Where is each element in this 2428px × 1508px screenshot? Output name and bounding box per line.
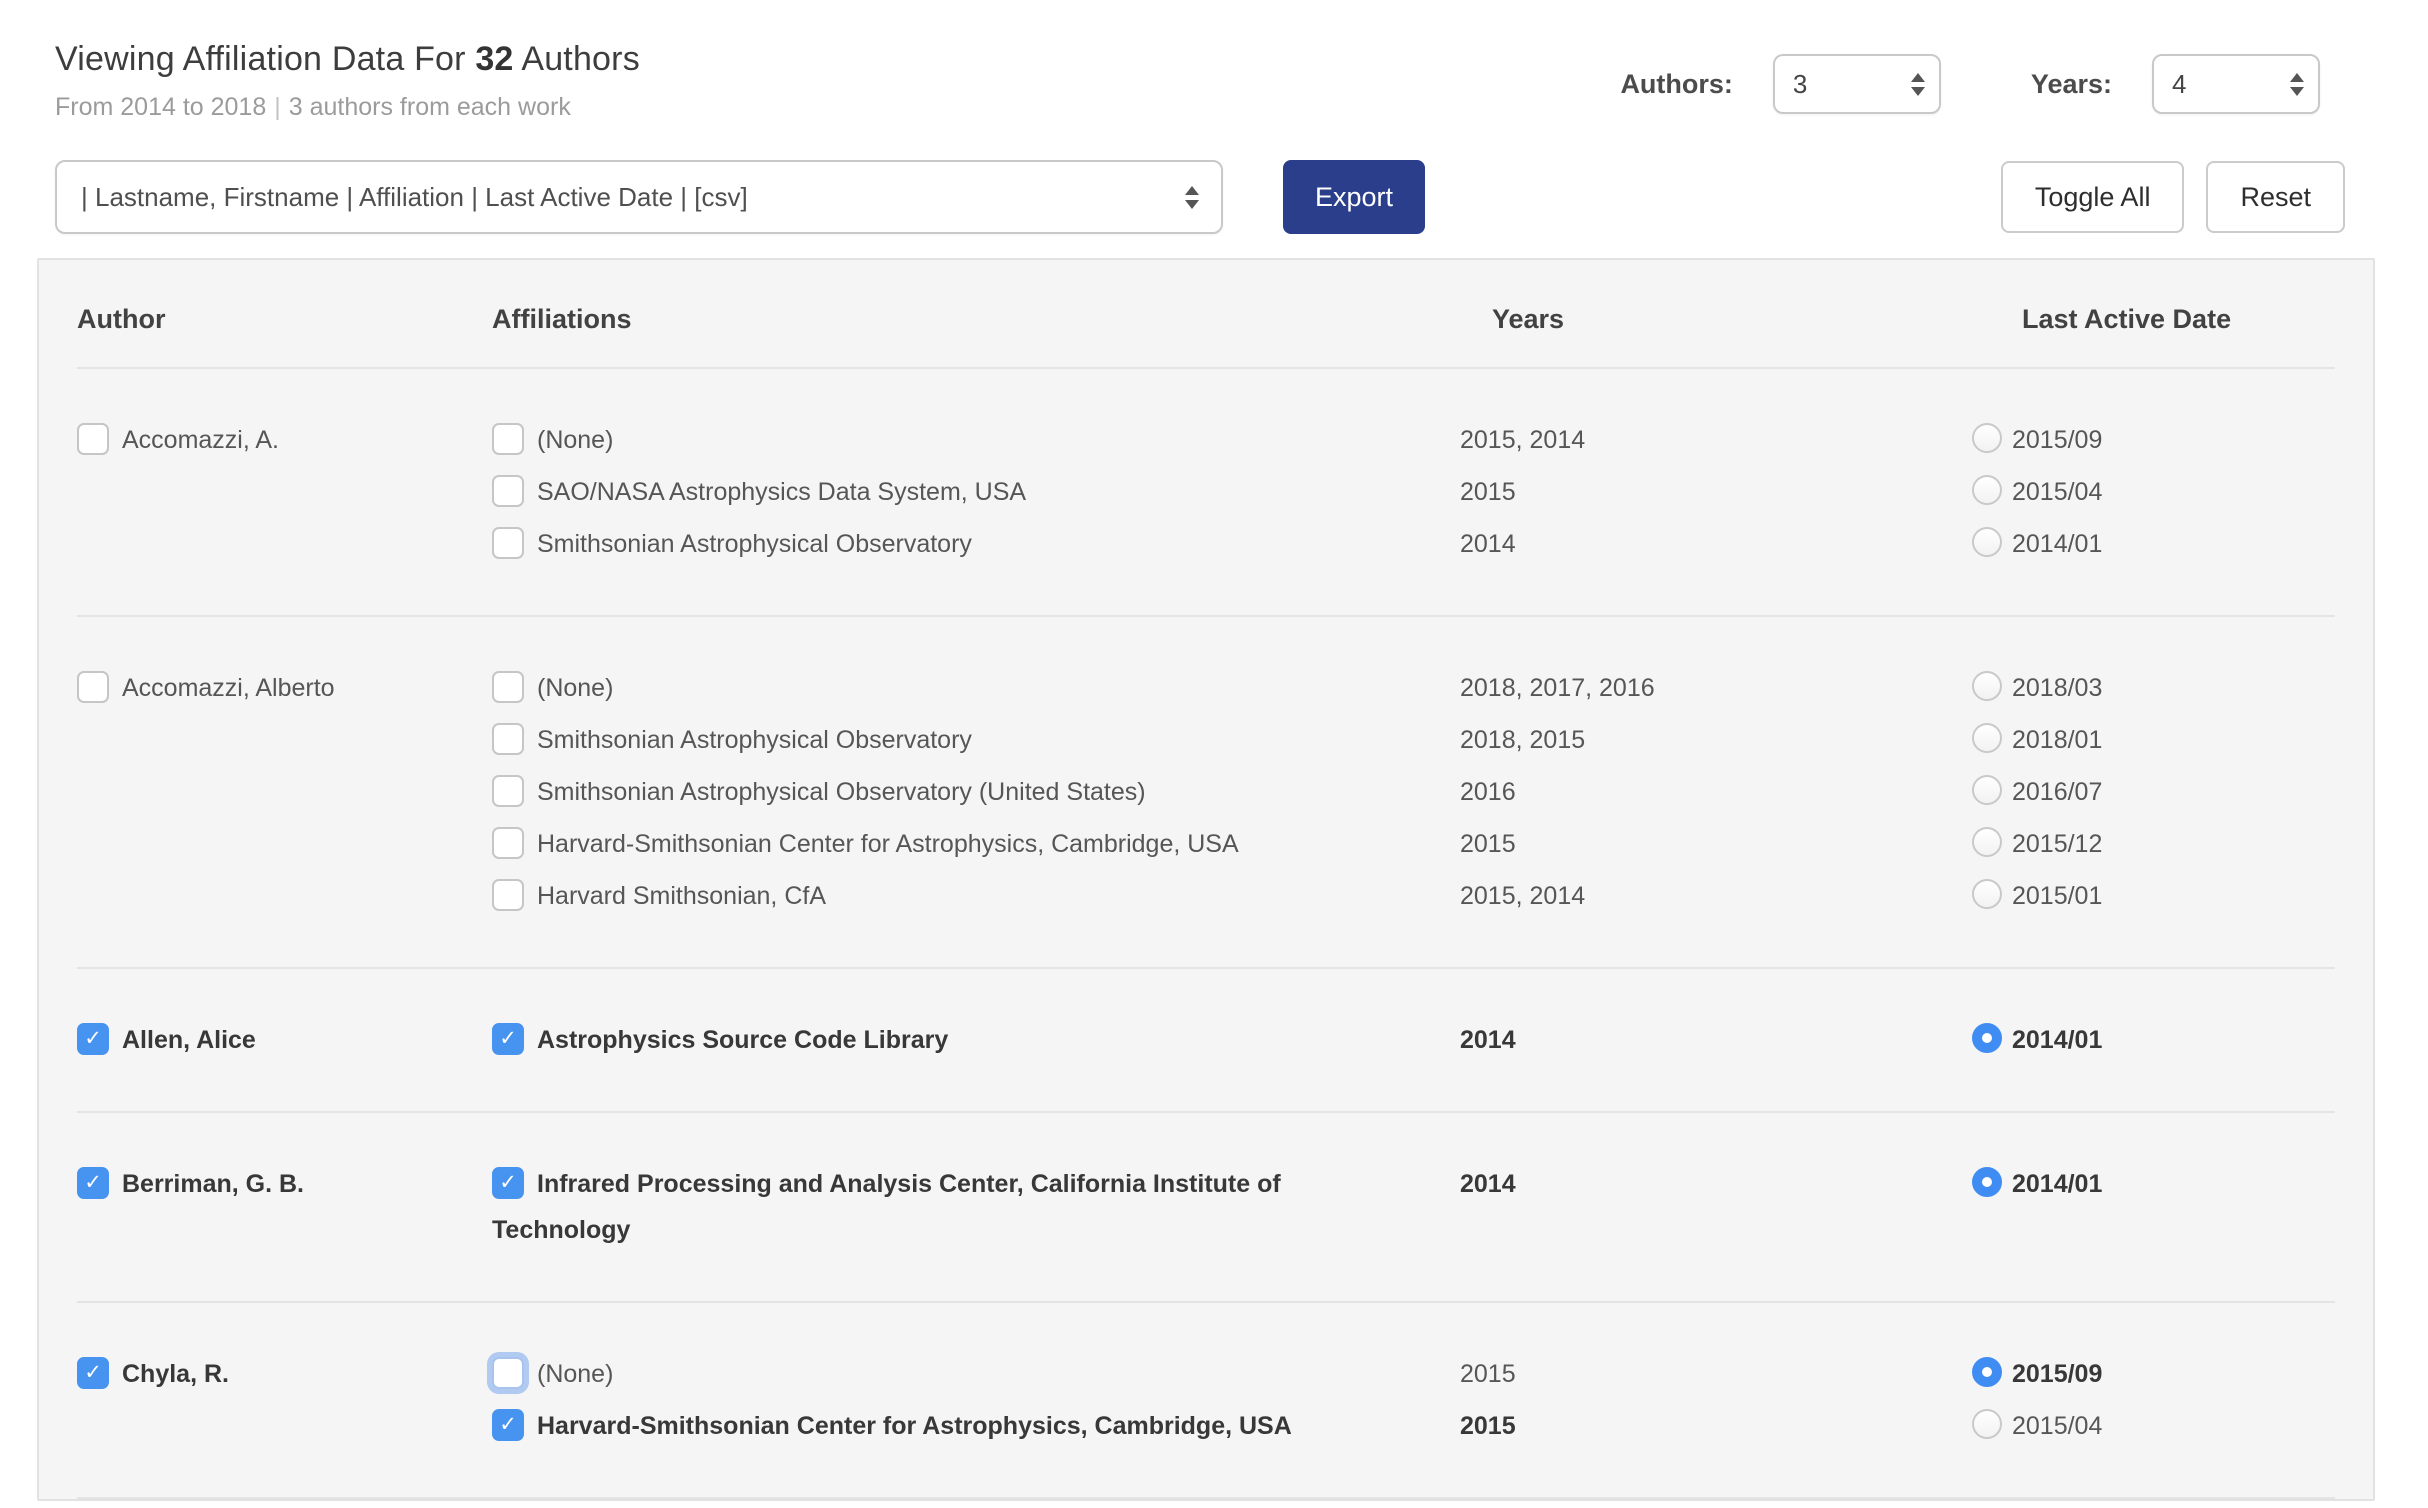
date-radio[interactable] (1972, 475, 2002, 505)
table-row (77, 1113, 2335, 1303)
years-value: 2015 (1460, 478, 1516, 506)
header-last-active-date: Last Active Date (2022, 304, 2232, 334)
checkmark-icon: ✓ (499, 1027, 517, 1050)
title-block (55, 40, 640, 122)
header-affiliations: Affiliations (492, 304, 632, 334)
affiliation-name: SAO/NASA Astrophysics Data System, USA (537, 478, 1027, 506)
date-radio[interactable] (1972, 423, 2002, 453)
toggle-all-button[interactable]: Toggle All (2001, 161, 2185, 233)
affiliation-cell (492, 1017, 1397, 1063)
date-radio[interactable] (1972, 1409, 2002, 1439)
last-active-date-cell (1972, 1017, 2335, 1063)
author-cell (77, 1017, 492, 1069)
years-cell (1460, 521, 1972, 567)
affiliation-name: (None) (537, 1360, 614, 1388)
reset-button[interactable]: Reset (2206, 161, 2345, 233)
affiliation-entry (492, 521, 2335, 567)
years-value: 2015 (1460, 830, 1516, 858)
affiliation-cell (492, 521, 1397, 567)
affiliation-checkbox[interactable] (492, 527, 524, 559)
date-value: 2014/01 (2012, 1170, 2103, 1198)
author-name: Accomazzi, Alberto (122, 674, 335, 702)
affiliation-cell (492, 1351, 1397, 1397)
affiliation-cell (492, 417, 1397, 463)
table-header-row (77, 304, 2335, 369)
affiliation-name: Smithsonian Astrophysical Observatory (537, 530, 972, 558)
author-cell (77, 665, 492, 925)
date-radio[interactable] (1972, 527, 2002, 557)
stepper-icon (1185, 186, 1199, 209)
affiliation-name: Smithsonian Astrophysical Observatory (United States) (537, 778, 1146, 806)
export-format-select[interactable] (55, 160, 1223, 234)
date-radio[interactable] (1972, 879, 2002, 909)
table-row (77, 969, 2335, 1113)
author-name: Chyla, R. (122, 1360, 229, 1388)
date-value: 2015/04 (2012, 1412, 2103, 1440)
years-select-label: Years: (2030, 68, 2112, 99)
radio-dot-icon (1982, 1367, 1992, 1377)
author-name: Berriman, G. B. (122, 1170, 304, 1198)
affiliation-name: (None) (537, 674, 614, 702)
affiliation-cell (492, 873, 1397, 919)
checkmark-icon: ✓ (499, 1171, 517, 1194)
date-value: 2014/01 (2012, 530, 2103, 558)
affiliation-checkbox[interactable] (492, 827, 524, 859)
checkmark-icon: ✓ (84, 1361, 102, 1384)
author-count: 32 (475, 40, 514, 78)
affiliation-name: Harvard Smithsonian, CfA (537, 882, 827, 910)
author-cell (77, 1161, 492, 1259)
affiliation-cell (492, 769, 1397, 815)
subtitle-separator: | (274, 93, 281, 121)
affiliation-cell (492, 717, 1397, 763)
affiliation-cell (492, 469, 1397, 515)
author-checkbox[interactable] (77, 1357, 109, 1389)
years-value: 2014 (1460, 530, 1516, 558)
affiliation-checkbox[interactable] (492, 1409, 524, 1441)
date-value: 2014/01 (2012, 1026, 2103, 1054)
header-years: Years (1492, 304, 1565, 334)
affiliation-checkbox[interactable] (492, 775, 524, 807)
checkmark-icon: ✓ (84, 1171, 102, 1194)
affiliation-checkbox[interactable] (492, 671, 524, 703)
page-title (55, 40, 640, 79)
affiliation-table (37, 258, 2375, 1501)
years-value: 2015, 2014 (1460, 882, 1586, 910)
affiliation-checkbox[interactable] (492, 423, 524, 455)
affiliation-checkbox[interactable] (492, 879, 524, 911)
years-cell (1460, 417, 1972, 463)
affiliation-entry (492, 821, 2335, 867)
subtitle-range: From 2014 to 2018 (55, 93, 267, 121)
export-bar (0, 160, 2428, 234)
affiliation-name: Infrared Processing and Analysis Center, California Institute of Technology (492, 1170, 1281, 1244)
export-format-value: | Lastname, Firstname | Affiliation | Last Active Date | [csv] (81, 181, 748, 212)
affiliation-cell (492, 1161, 1397, 1253)
date-value: 2018/01 (2012, 726, 2103, 754)
affiliation-entry (492, 1017, 2335, 1063)
years-value: 2018, 2017, 2016 (1460, 674, 1655, 702)
years-value: 2014 (1460, 1026, 1516, 1054)
affiliation-entry (492, 873, 2335, 919)
years-cell (1460, 1351, 1972, 1397)
years-value: 2015, 2014 (1460, 426, 1586, 454)
affiliation-name: Harvard-Smithsonian Center for Astrophysics, Cambridge, USA (537, 830, 1239, 858)
table-action-buttons (2001, 161, 2345, 233)
years-cell (1460, 665, 1972, 711)
affiliation-name: Smithsonian Astrophysical Observatory (537, 726, 972, 754)
affiliation-entry (492, 1403, 2335, 1449)
author-checkbox[interactable] (77, 671, 109, 703)
export-button[interactable]: Export (1283, 160, 1425, 234)
last-active-date-cell (1972, 1403, 2335, 1449)
radio-dot-icon (1982, 1033, 1992, 1043)
table-row (77, 617, 2335, 969)
stepper-icon (2290, 73, 2304, 96)
affiliation-name: (None) (537, 426, 614, 454)
affiliation-name: Astrophysics Source Code Library (537, 1026, 949, 1054)
date-radio[interactable] (1972, 671, 2002, 701)
years-value: 2015 (1460, 1360, 1516, 1388)
last-active-date-cell (1972, 1161, 2335, 1253)
years-value: 2016 (1460, 778, 1516, 806)
author-checkbox[interactable] (77, 423, 109, 455)
affiliation-list (492, 417, 2335, 573)
affiliation-entry (492, 417, 2335, 463)
last-active-date-cell (1972, 521, 2335, 567)
top-bar (0, 0, 2428, 122)
affiliation-checkbox[interactable] (492, 1357, 524, 1389)
date-value: 2015/09 (2012, 1360, 2103, 1388)
affiliation-list (492, 665, 2335, 925)
author-name: Allen, Alice (122, 1026, 256, 1054)
radio-dot-icon (1982, 1177, 1992, 1187)
years-cell (1460, 469, 1972, 515)
years-select[interactable] (2152, 54, 2320, 114)
affiliation-entry (492, 717, 2335, 763)
date-radio[interactable] (1972, 1167, 2002, 1197)
last-active-date-cell (1972, 717, 2335, 763)
header-author: Author (77, 304, 166, 334)
checkmark-icon: ✓ (499, 1413, 517, 1436)
date-value: 2018/03 (2012, 674, 2103, 702)
table-row (77, 1303, 2335, 1499)
author-name: Accomazzi, A. (122, 426, 279, 454)
checkmark-icon: ✓ (84, 1027, 102, 1050)
date-radio[interactable] (1972, 1357, 2002, 1387)
author-cell (77, 417, 492, 573)
years-cell (1460, 821, 1972, 867)
last-active-date-cell (1972, 873, 2335, 919)
years-cell (1460, 1403, 1972, 1449)
last-active-date-cell (1972, 769, 2335, 815)
affiliation-list (492, 1161, 2335, 1259)
date-value: 2015/01 (2012, 882, 2103, 910)
years-value: 2014 (1460, 1170, 1516, 1198)
affiliation-list (492, 1351, 2335, 1455)
affiliation-entry (492, 665, 2335, 711)
years-cell (1460, 717, 1972, 763)
title-prefix: Viewing Affiliation Data For (55, 40, 476, 78)
date-value: 2016/07 (2012, 778, 2103, 806)
table-body (77, 369, 2335, 1499)
authors-select-value: 3 (1792, 68, 1808, 99)
affiliation-name: Harvard-Smithsonian Center for Astrophysics, Cambridge, USA (537, 1412, 1292, 1440)
table-row (77, 369, 2335, 617)
years-select-value: 4 (2172, 68, 2187, 99)
affiliation-list (492, 1017, 2335, 1069)
author-checkbox[interactable] (77, 1023, 109, 1055)
years-cell (1460, 1161, 1972, 1253)
affiliation-checkbox[interactable] (492, 475, 524, 507)
affiliation-entry (492, 769, 2335, 815)
last-active-date-cell (1972, 417, 2335, 463)
author-checkbox[interactable] (77, 1167, 109, 1199)
affiliation-cell (492, 821, 1397, 867)
affiliation-checkbox[interactable] (492, 723, 524, 755)
date-value: 2015/04 (2012, 478, 2103, 506)
years-cell (1460, 873, 1972, 919)
affiliation-checkbox[interactable] (492, 1167, 524, 1199)
years-value: 2018, 2015 (1460, 726, 1586, 754)
years-value: 2015 (1460, 1412, 1516, 1440)
date-radio[interactable] (1972, 1023, 2002, 1053)
affiliation-cell (492, 1403, 1397, 1449)
date-radio[interactable] (1972, 775, 2002, 805)
last-active-date-cell (1972, 469, 2335, 515)
affiliation-entry (492, 1351, 2335, 1397)
author-cell (77, 1351, 492, 1455)
affiliation-entry (492, 1161, 2335, 1253)
affiliation-entry (492, 469, 2335, 515)
subtitle-authors: 3 authors from each work (288, 93, 571, 121)
page-subtitle (55, 93, 640, 122)
affiliation-cell (492, 665, 1397, 711)
last-active-date-cell (1972, 821, 2335, 867)
authors-select[interactable] (1773, 54, 1941, 114)
authors-select-label: Authors: (1620, 68, 1733, 99)
date-radio[interactable] (1972, 723, 2002, 753)
affiliation-checkbox[interactable] (492, 1023, 524, 1055)
years-cell (1460, 769, 1972, 815)
last-active-date-cell (1972, 1351, 2335, 1397)
years-cell (1460, 1017, 1972, 1063)
date-value: 2015/09 (2012, 426, 2103, 454)
title-suffix: Authors (513, 40, 640, 78)
date-value: 2015/12 (2012, 830, 2103, 858)
date-radio[interactable] (1972, 827, 2002, 857)
stepper-icon (1911, 73, 1925, 96)
last-active-date-cell (1972, 665, 2335, 711)
count-controls (1620, 54, 2320, 114)
